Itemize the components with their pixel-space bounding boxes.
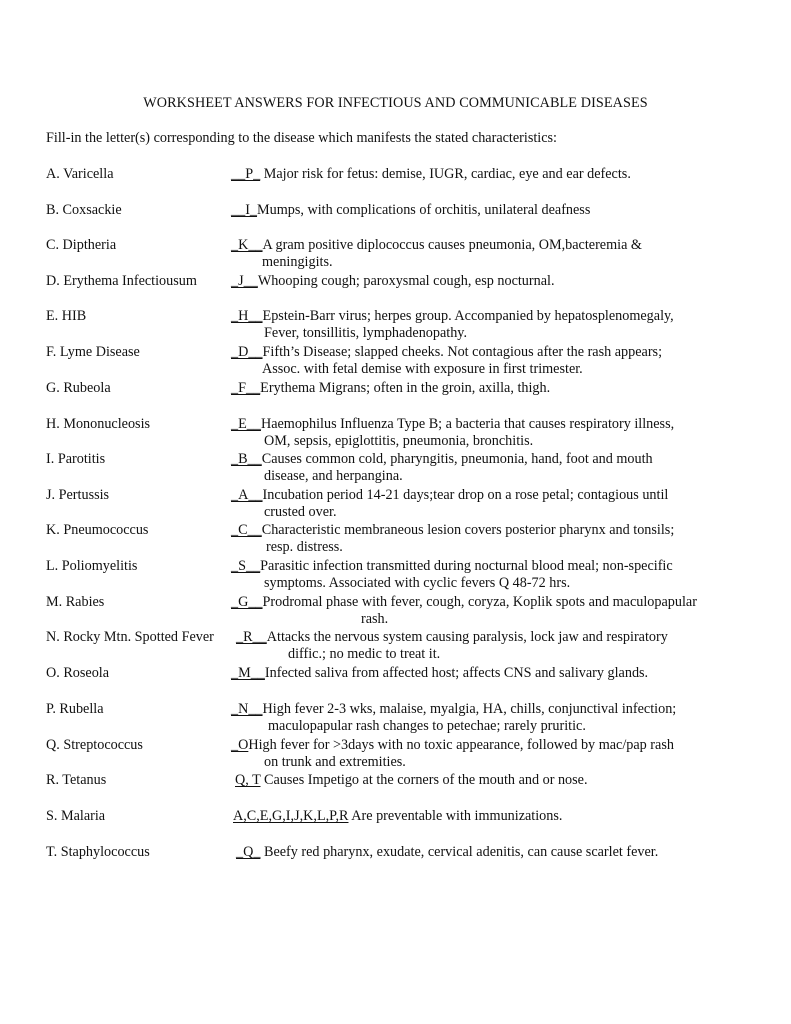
disease-name: F. Lyme Disease (46, 344, 140, 360)
row-s (46, 808, 776, 844)
answer (231, 737, 771, 771)
answer-letter: _A__ (231, 487, 263, 503)
answer-letter: _R__ (236, 629, 267, 645)
row-j (46, 487, 776, 523)
disease-name: G. Rubeola (46, 380, 111, 396)
row-b (46, 202, 776, 238)
answer (231, 487, 771, 521)
disease-name: P. Rubella (46, 701, 104, 717)
characteristic: Infected saliva from affected host; affects CNS and salivary glands. (264, 665, 649, 681)
answer-letter: _N__ (231, 701, 263, 717)
answer (235, 772, 775, 789)
characteristic: Characteristic membraneous lesion covers posterior pharynx and tonsils; (261, 522, 675, 538)
characteristic-continued: disease, and herpangina. (264, 468, 403, 484)
row-a (46, 166, 776, 202)
characteristic: Causes Impetigo at the corners of the mouth and or nose. (264, 772, 588, 788)
disease-name: J. Pertussis (46, 487, 110, 503)
answer-letter: _D__ (231, 344, 263, 360)
answer (231, 451, 771, 485)
disease-name: Q. Streptococcus (46, 737, 143, 753)
instructions: Fill-in the letter(s) corresponding to the disease which manifests the stated characteristics: (46, 130, 557, 146)
disease-name: S. Malaria (46, 808, 106, 824)
row-i (46, 451, 776, 487)
answer-letter: Q, T (235, 772, 261, 788)
answer (231, 202, 771, 219)
answer-letter: _C__ (231, 522, 262, 538)
answer-letter: __P_ (231, 166, 261, 182)
disease-name: T. Staphylococcus (46, 844, 150, 860)
answer (231, 558, 771, 592)
row-l (46, 558, 776, 594)
characteristic: Mumps, with complications of orchitis, unilateral deafness (257, 202, 591, 218)
characteristic-continued: meningigits. (262, 254, 333, 270)
disease-name: N. Rocky Mtn. Spotted Fever (46, 629, 214, 645)
characteristic-continued: rash. (361, 611, 389, 627)
answer-letter: _J__ (231, 273, 258, 289)
answer-letter: _F__ (231, 380, 261, 396)
characteristic: High fever for >3days with no toxic appearance, followed by mac/pap rash (248, 737, 674, 753)
characteristic: Whooping cough; paroxysmal cough, esp nocturnal. (257, 273, 555, 289)
answer-letter: _S__ (231, 558, 261, 574)
answer (231, 308, 771, 342)
answer (231, 237, 771, 271)
disease-name: O. Roseola (46, 665, 110, 681)
answer (236, 629, 776, 663)
characteristic-continued: symptoms. Associated with cyclic fevers Q 48-72 hrs. (264, 575, 571, 591)
disease-name: B. Coxsackie (46, 202, 122, 218)
answer (231, 344, 771, 378)
row-r (46, 772, 776, 808)
row-e (46, 308, 776, 344)
characteristic-continued: OM, sepsis, epiglottitis, pneumonia, bronchitis. (264, 433, 534, 449)
worksheet-title: WORKSHEET ANSWERS FOR INFECTIOUS AND COMMUNICABLE DISEASES (143, 95, 648, 111)
row-k (46, 522, 776, 558)
disease-name: A. Varicella (46, 166, 114, 182)
characteristic: Haemophilus Influenza Type B; a bacteria that causes respiratory illness, (260, 416, 675, 432)
row-h (46, 416, 776, 452)
characteristic: High fever 2-3 wks, malaise, myalgia, HA, chills, conjunctival infection; (262, 701, 677, 717)
answer (231, 594, 771, 628)
answer (231, 522, 771, 556)
characteristic-continued: crusted over. (264, 504, 337, 520)
characteristic: Are preventable with immunizations. (351, 808, 563, 824)
disease-name: K. Pneumococcus (46, 522, 149, 538)
characteristic: Causes common cold, pharyngitis, pneumonia, hand, foot and mouth (261, 451, 653, 467)
answer-letter: __I_ (231, 202, 258, 218)
characteristic: Incubation period 14-21 days;tear drop on a rose petal; contagious until (262, 487, 669, 503)
answer (231, 273, 771, 290)
row-d (46, 273, 776, 309)
answer (231, 665, 771, 682)
disease-name: D. Erythema Infectiousum (46, 273, 197, 289)
disease-name: E. HIB (46, 308, 87, 324)
answer-letter: _E__ (231, 416, 261, 432)
disease-name: C. Diptheria (46, 237, 117, 253)
row-g (46, 380, 776, 416)
characteristic: Major risk for fetus: demise, IUGR, cardiac, eye and ear defects. (263, 166, 631, 182)
characteristic: Attacks the nervous system causing paralysis, lock jaw and respiratory (266, 629, 668, 645)
answer (236, 844, 776, 861)
characteristic-continued: resp. distress. (266, 539, 343, 555)
characteristic: Beefy red pharynx, exudate, cervical adenitis, can cause scarlet fever. (263, 844, 659, 860)
characteristic: Prodromal phase with fever, cough, coryza, Koplik spots and maculopapular (262, 594, 697, 610)
answer-letter: _B__ (231, 451, 262, 467)
answer-letter: _M__ (231, 665, 265, 681)
row-c (46, 237, 776, 273)
characteristic: Epstein-Barr virus; herpes group. Accompanied by hepatosplenomegaly, (262, 308, 674, 324)
characteristic: Erythema Migrans; often in the groin, axilla, thigh. (260, 380, 551, 396)
disease-name: I. Parotitis (46, 451, 106, 467)
row-m (46, 594, 776, 630)
row-n (46, 629, 776, 665)
answer (231, 380, 771, 397)
answer-letter: _K__ (231, 237, 263, 253)
answer (231, 416, 771, 450)
characteristic-continued: on trunk and extremities. (264, 754, 406, 770)
characteristic: A gram positive diplococcus causes pneumonia, OM,bacteremia & (262, 237, 642, 253)
row-t (46, 844, 776, 880)
characteristic-continued: Fever, tonsillitis, lymphadenopathy. (264, 325, 468, 341)
answer-letter: _Q_ (236, 844, 261, 860)
answer-letter: _G__ (231, 594, 263, 610)
characteristic-continued: diffic.; no medic to treat it. (288, 646, 441, 662)
characteristic: Fifth’s Disease; slapped cheeks. Not contagious after the rash appears; (262, 344, 663, 360)
characteristic-continued: Assoc. with fetal demise with exposure in first trimester. (262, 361, 583, 377)
row-f (46, 344, 776, 380)
disease-name: R. Tetanus (46, 772, 107, 788)
row-p (46, 701, 776, 737)
answer (231, 701, 771, 735)
characteristic: Parasitic infection transmitted during nocturnal blood meal; non-specific (260, 558, 673, 574)
disease-name: L. Poliomyelitis (46, 558, 138, 574)
answer-letter: _H__ (231, 308, 263, 324)
answer-letter: _O (231, 737, 249, 753)
row-o (46, 665, 776, 701)
disease-name: M. Rabies (46, 594, 105, 610)
row-q (46, 737, 776, 773)
characteristic-continued: maculopapular rash changes to petechae; rarely pruritic. (268, 718, 586, 734)
answer-letter: A,C,E,G,I,J,K,L,P,R (233, 808, 349, 824)
disease-name: H. Mononucleosis (46, 416, 151, 432)
answer (233, 808, 773, 825)
answer (231, 166, 771, 183)
